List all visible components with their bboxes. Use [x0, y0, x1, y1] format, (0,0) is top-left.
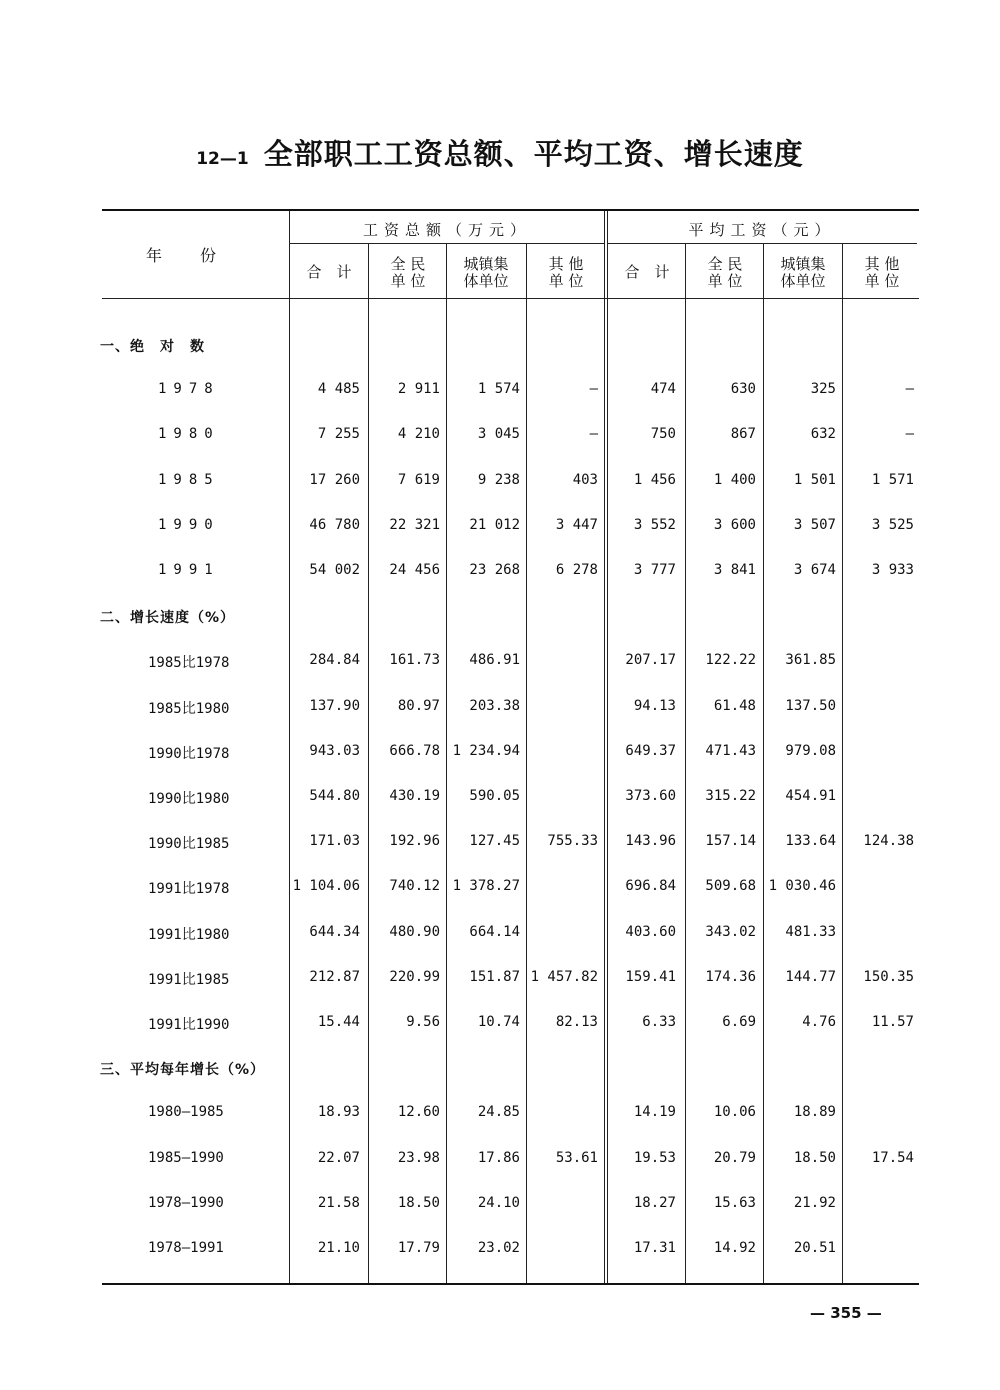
table-cell: 150.35: [863, 969, 914, 985]
table-row: [100, 1147, 920, 1169]
row-label: 1990: [158, 517, 220, 533]
table-cell: 9 238: [477, 472, 520, 488]
table-row: [100, 785, 920, 807]
table-cell: 509.68: [705, 878, 756, 894]
table-cell: 1 104.06: [292, 878, 360, 894]
table-cell: 3 525: [871, 517, 914, 533]
table-cell: 3 933: [871, 562, 914, 578]
column-header-7: 城镇集 体单位: [780, 255, 826, 290]
table-cell: 212.87: [309, 969, 360, 985]
table-cell: 46 780: [309, 517, 360, 533]
table-cell: 4.76: [802, 1014, 836, 1030]
group-header-line-right: [607, 243, 917, 244]
table-cell: 21.92: [793, 1195, 836, 1211]
table-cell: 3 552: [633, 517, 676, 533]
table-cell: 6.69: [722, 1014, 756, 1030]
table-cell: 315.22: [705, 788, 756, 804]
table-cell: 22 321: [389, 517, 440, 533]
table-cell: 18.50: [793, 1150, 836, 1166]
table-number: 12—1: [196, 149, 249, 169]
table-cell: 1 234.94: [452, 743, 520, 759]
table-row: [100, 469, 920, 491]
column-header-2: 全 民 单 位: [390, 255, 426, 290]
table-row: [100, 1192, 920, 1214]
table-cell: 740.12: [389, 878, 440, 894]
table-cell: 14.92: [713, 1240, 756, 1256]
column-header-1: 合 计: [306, 263, 352, 281]
table-row: [100, 378, 920, 400]
table-cell: 481.33: [785, 924, 836, 940]
row-label: 1991: [158, 562, 220, 578]
table-cell: 632: [810, 426, 836, 442]
table-cell: 454.91: [785, 788, 836, 804]
table-title-text: 全部职工工资总额、平均工资、增长速度: [263, 137, 804, 171]
row-label: 1978—1991: [148, 1240, 224, 1256]
table-cell: 1 378.27: [452, 878, 520, 894]
table-cell: 544.80: [309, 788, 360, 804]
table-cell: 17.79: [397, 1240, 440, 1256]
table-cell: 7 619: [397, 472, 440, 488]
top-rule: [102, 209, 919, 211]
table-row: [100, 1237, 920, 1259]
table-cell: 144.77: [785, 969, 836, 985]
row-label: 1980—1985: [148, 1104, 224, 1120]
table-cell: 361.85: [785, 652, 836, 668]
table-cell: 696.84: [625, 878, 676, 894]
table-cell: 94.13: [633, 698, 676, 714]
table-cell: 1 574: [477, 381, 520, 397]
row-label: 1991比1985: [148, 972, 230, 988]
table-cell: 3 841: [713, 562, 756, 578]
table-cell: 24.85: [477, 1104, 520, 1120]
table-cell: 159.41: [625, 969, 676, 985]
table-row: [100, 649, 920, 671]
table-cell: 18.93: [317, 1104, 360, 1120]
table-cell: 137.50: [785, 698, 836, 714]
bottom-rule: [102, 1283, 919, 1285]
table-cell: 23 268: [469, 562, 520, 578]
table-cell: 24 456: [389, 562, 440, 578]
table-cell: 82.13: [555, 1014, 598, 1030]
section-heading-row: [100, 1056, 920, 1078]
table-cell: 151.87: [469, 969, 520, 985]
table-cell: 343.02: [705, 924, 756, 940]
table-cell: 15.44: [317, 1014, 360, 1030]
table-row: [100, 1101, 920, 1123]
row-label: 1990比1985: [148, 836, 230, 852]
group-header-average: 平均工资（元）: [688, 221, 836, 239]
column-header-3: 城镇集 体单位: [463, 255, 509, 290]
table-cell: 17 260: [309, 472, 360, 488]
table-cell: 22.07: [317, 1150, 360, 1166]
table-cell: 12.60: [397, 1104, 440, 1120]
table-cell: 23.98: [397, 1150, 440, 1166]
section-heading-row: [100, 604, 920, 626]
row-label: 1978: [158, 381, 220, 397]
table-cell: 755.33: [547, 833, 598, 849]
table-row: [100, 423, 920, 445]
table-cell: 1 030.46: [768, 878, 836, 894]
table-cell: 174.36: [705, 969, 756, 985]
table-cell: 20.79: [713, 1150, 756, 1166]
table-cell: 10.74: [477, 1014, 520, 1030]
table-cell: 3 777: [633, 562, 676, 578]
group-header-total: 工资总额（万元）: [362, 221, 531, 239]
row-label: 1980: [158, 426, 220, 442]
table-cell: 127.45: [469, 833, 520, 849]
table-cell: 867: [730, 426, 756, 442]
table-row: [100, 559, 920, 581]
table-cell: 17.86: [477, 1150, 520, 1166]
table-cell: 3 045: [477, 426, 520, 442]
table-cell: 430.19: [389, 788, 440, 804]
table-cell: 7 255: [317, 426, 360, 442]
table-cell: 53.61: [555, 1150, 598, 1166]
table-row: [100, 740, 920, 762]
table-row: [100, 966, 920, 988]
table-cell: —: [905, 381, 914, 397]
table-cell: 54 002: [309, 562, 360, 578]
table-cell: 1 571: [871, 472, 914, 488]
table-cell: 630: [730, 381, 756, 397]
table-cell: 17.54: [871, 1150, 914, 1166]
row-label: 1990比1978: [148, 746, 230, 762]
table-cell: 137.90: [309, 698, 360, 714]
table-cell: 14.19: [633, 1104, 676, 1120]
row-label: 1991比1980: [148, 927, 230, 943]
table-cell: 171.03: [309, 833, 360, 849]
table-row: [100, 921, 920, 943]
row-label: 1985比1980: [148, 701, 230, 717]
row-label: 1991比1978: [148, 881, 230, 897]
table-cell: 24.10: [477, 1195, 520, 1211]
row-label: 1985: [158, 472, 220, 488]
table-row: [100, 875, 920, 897]
table-cell: 23.02: [477, 1240, 520, 1256]
table-cell: 61.48: [713, 698, 756, 714]
table-cell: 18.89: [793, 1104, 836, 1120]
table-cell: 6 278: [555, 562, 598, 578]
table-cell: 979.08: [785, 743, 836, 759]
table-cell: 325: [810, 381, 836, 397]
table-cell: 403: [572, 472, 598, 488]
section-heading: 三、平均每年增长（%）: [100, 1062, 266, 1078]
table-cell: 80.97: [397, 698, 440, 714]
table-cell: 2 911: [397, 381, 440, 397]
table-cell: 284.84: [309, 652, 360, 668]
table-cell: 9.56: [406, 1014, 440, 1030]
table-cell: 19.53: [633, 1150, 676, 1166]
table-cell: 21.10: [317, 1240, 360, 1256]
table-row: [100, 695, 920, 717]
table-cell: 133.64: [785, 833, 836, 849]
table-cell: 18.50: [397, 1195, 440, 1211]
section-heading: 二、增长速度（%）: [100, 610, 236, 626]
table-cell: 1 456: [633, 472, 676, 488]
table-cell: 486.91: [469, 652, 520, 668]
table-row: [100, 514, 920, 536]
table-cell: 21.58: [317, 1195, 360, 1211]
table-cell: 3 507: [793, 517, 836, 533]
row-label: 1991比1990: [148, 1017, 230, 1033]
table-cell: 3 447: [555, 517, 598, 533]
table-cell: —: [905, 426, 914, 442]
table-cell: 4 485: [317, 381, 360, 397]
header-bottom-line: [102, 298, 919, 299]
row-label: 1990比1980: [148, 791, 230, 807]
group-header-line-left: [290, 243, 604, 244]
table-cell: 192.96: [389, 833, 440, 849]
section-heading-row: [100, 333, 920, 355]
table-cell: 207.17: [625, 652, 676, 668]
table-cell: 3 674: [793, 562, 836, 578]
table-cell: 10.06: [713, 1104, 756, 1120]
table-cell: 943.03: [309, 743, 360, 759]
table-cell: 480.90: [389, 924, 440, 940]
table-cell: 644.34: [309, 924, 360, 940]
table-cell: 18.27: [633, 1195, 676, 1211]
table-cell: 220.99: [389, 969, 440, 985]
table-cell: 143.96: [625, 833, 676, 849]
table-cell: 122.22: [705, 652, 756, 668]
row-label: 1985—1990: [148, 1150, 224, 1166]
table-cell: 21 012: [469, 517, 520, 533]
table-cell: 1 400: [713, 472, 756, 488]
table-cell: 161.73: [389, 652, 440, 668]
page-number: — 355 —: [810, 1304, 882, 1322]
table-cell: 4 210: [397, 426, 440, 442]
table-cell: 750: [650, 426, 676, 442]
table-cell: 203.38: [469, 698, 520, 714]
table-cell: 11.57: [871, 1014, 914, 1030]
column-header-8: 其 他 单 位: [864, 255, 900, 290]
table-cell: 666.78: [389, 743, 440, 759]
table-cell: 1 457.82: [530, 969, 598, 985]
year-column-header: 年 份: [146, 246, 219, 265]
column-header-4: 其 他 单 位: [548, 255, 584, 290]
table-cell: 474: [650, 381, 676, 397]
table-cell: 3 600: [713, 517, 756, 533]
table-cell: —: [589, 426, 598, 442]
section-heading: 一、绝 对 数: [100, 339, 205, 355]
table-cell: 124.38: [863, 833, 914, 849]
table-cell: 157.14: [705, 833, 756, 849]
table-cell: 590.05: [469, 788, 520, 804]
table-cell: 20.51: [793, 1240, 836, 1256]
table-cell: —: [589, 381, 598, 397]
table-title: [0, 132, 1000, 173]
table-cell: 1 501: [793, 472, 836, 488]
table-cell: 373.60: [625, 788, 676, 804]
table-cell: 471.43: [705, 743, 756, 759]
table-cell: 15.63: [713, 1195, 756, 1211]
row-label: 1978—1990: [148, 1195, 224, 1211]
row-label: 1985比1978: [148, 655, 230, 671]
table-cell: 664.14: [469, 924, 520, 940]
table-cell: 17.31: [633, 1240, 676, 1256]
table-cell: 6.33: [642, 1014, 676, 1030]
table-row: [100, 830, 920, 852]
table-row: [100, 1011, 920, 1033]
column-header-5: 合 计: [624, 263, 670, 281]
column-header-6: 全 民 单 位: [707, 255, 743, 290]
table-cell: 403.60: [625, 924, 676, 940]
table-cell: 649.37: [625, 743, 676, 759]
